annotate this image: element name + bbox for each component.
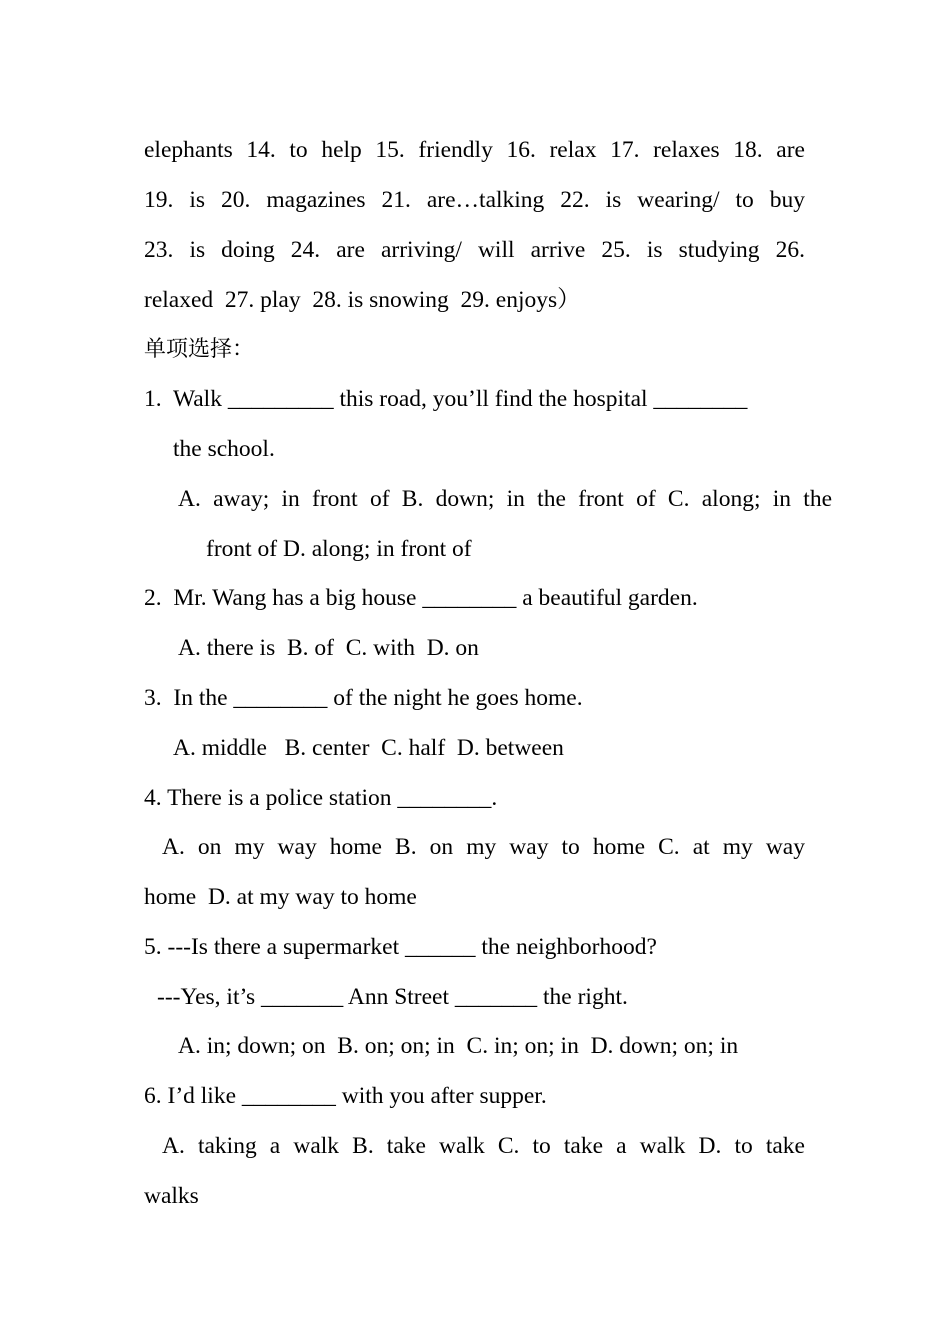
question-4-options-cont: home D. at my way to home bbox=[144, 884, 417, 910]
section-heading: 单项选择： bbox=[144, 337, 255, 362]
question-6-stem: 6. I’d like ________ with you after supper. bbox=[144, 1083, 547, 1109]
question-6-options: A. taking a walk B. take walk C. to take a walk D. to take bbox=[162, 1133, 805, 1159]
question-1-options-cont: front of D. along; in front of bbox=[206, 536, 472, 562]
answer-line: elephants 14. to help 15. friendly 16. relax 17. relaxes 18. are bbox=[144, 137, 805, 163]
answer-line: 19. is 20. magazines 21. are…talking 22. is wearing/ to buy bbox=[144, 187, 805, 213]
question-4-options: A. on my way home B. on my way to home C. at my way bbox=[162, 834, 805, 860]
question-2-stem: 2. Mr. Wang has a big house ________ a beautiful garden. bbox=[144, 585, 698, 611]
answer-line: 23. is doing 24. are arriving/ will arrive 25. is studying 26. bbox=[144, 237, 805, 263]
question-3-stem: 3. In the ________ of the night he goes home. bbox=[144, 685, 583, 711]
question-1-stem-cont: the school. bbox=[173, 436, 275, 462]
question-4-stem: 4. There is a police station ________. bbox=[144, 785, 498, 811]
question-3-options: A. middle B. center C. half D. between bbox=[173, 735, 564, 761]
question-1-options: A. away; in front of B. down; in the front of C. along; in the bbox=[178, 486, 832, 512]
question-5-stem-cont: ---Yes, it’s _______ Ann Street _______ the right. bbox=[157, 984, 628, 1010]
question-6-options-cont: walks bbox=[144, 1183, 199, 1209]
question-5-stem: 5. ---Is there a supermarket ______ the neighborhood? bbox=[144, 934, 657, 960]
question-2-options: A. there is B. of C. with D. on bbox=[178, 635, 479, 661]
question-5-options: A. in; down; on B. on; on; in C. in; on; in D. down; on; in bbox=[178, 1033, 739, 1059]
answer-line: relaxed 27. play 28. is snowing 29. enjoys） bbox=[144, 287, 581, 313]
question-1-stem: 1. Walk _________ this road, you’ll find the hospital ________ bbox=[144, 386, 748, 412]
